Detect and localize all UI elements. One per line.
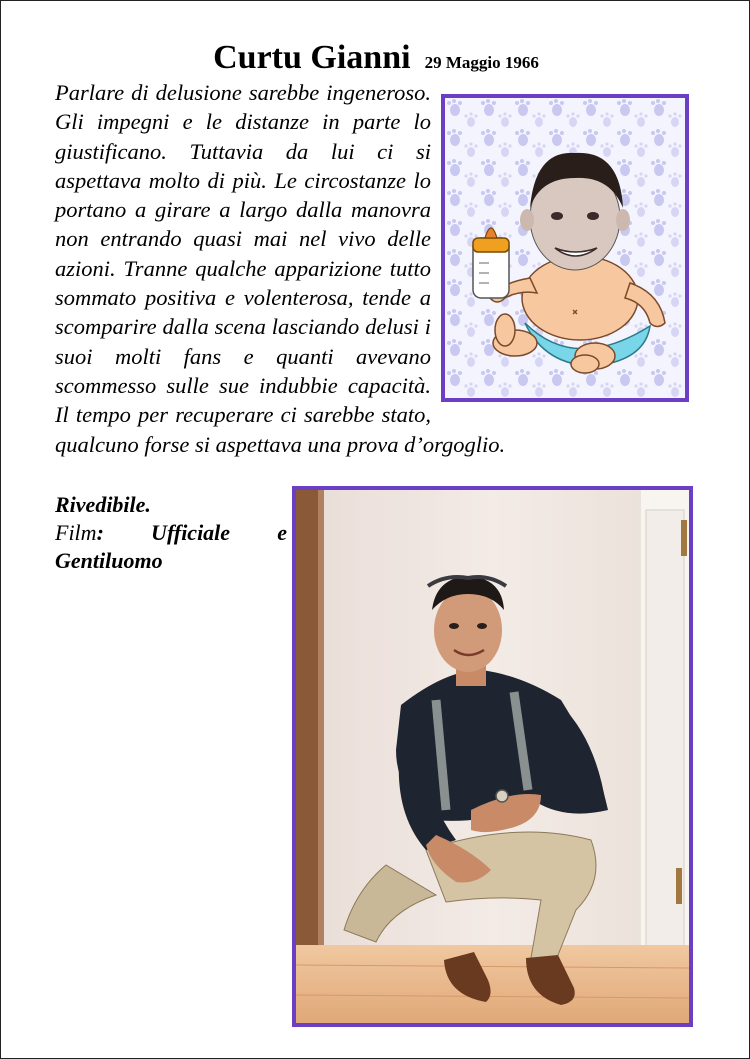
film-label: Film xyxy=(55,520,97,545)
portrait-photo-illustration xyxy=(296,490,689,1023)
baby-cartoon-illustration xyxy=(445,98,685,398)
baby-cartoon-image xyxy=(441,94,689,402)
description-text: Parlare di delusione sarebbe ingeneroso. Gli impegni e le distanze in parte lo giustificano. Tuttavia da lui ci si aspettava molto di più. Le circostanze lo portano a girare a largo dalla manovra non entrando quasi mai nel vivo delle azioni. Tranne qualche apparizione tutto sommato positiva e volenterosa, tende a scomparire dalla scena lasciando delusi i suoi molti fans e quanti avevano scommesso sulle sue indubbie capacità. Il tempo per recuperare ci sarebbe stato, qualcuno forse si aspettava una prova d’orgoglio. xyxy=(55,80,506,457)
film-title: : Ufficiale e Gentiluomo xyxy=(55,520,287,573)
header xyxy=(1,39,750,77)
person-name: Curtu Gianni xyxy=(213,39,411,76)
film-line xyxy=(55,519,287,575)
verdict: Rivedibile. xyxy=(55,492,151,517)
portrait-photo xyxy=(292,486,693,1027)
description-block xyxy=(55,78,689,459)
birth-date: 29 Maggio 1966 xyxy=(424,53,539,72)
